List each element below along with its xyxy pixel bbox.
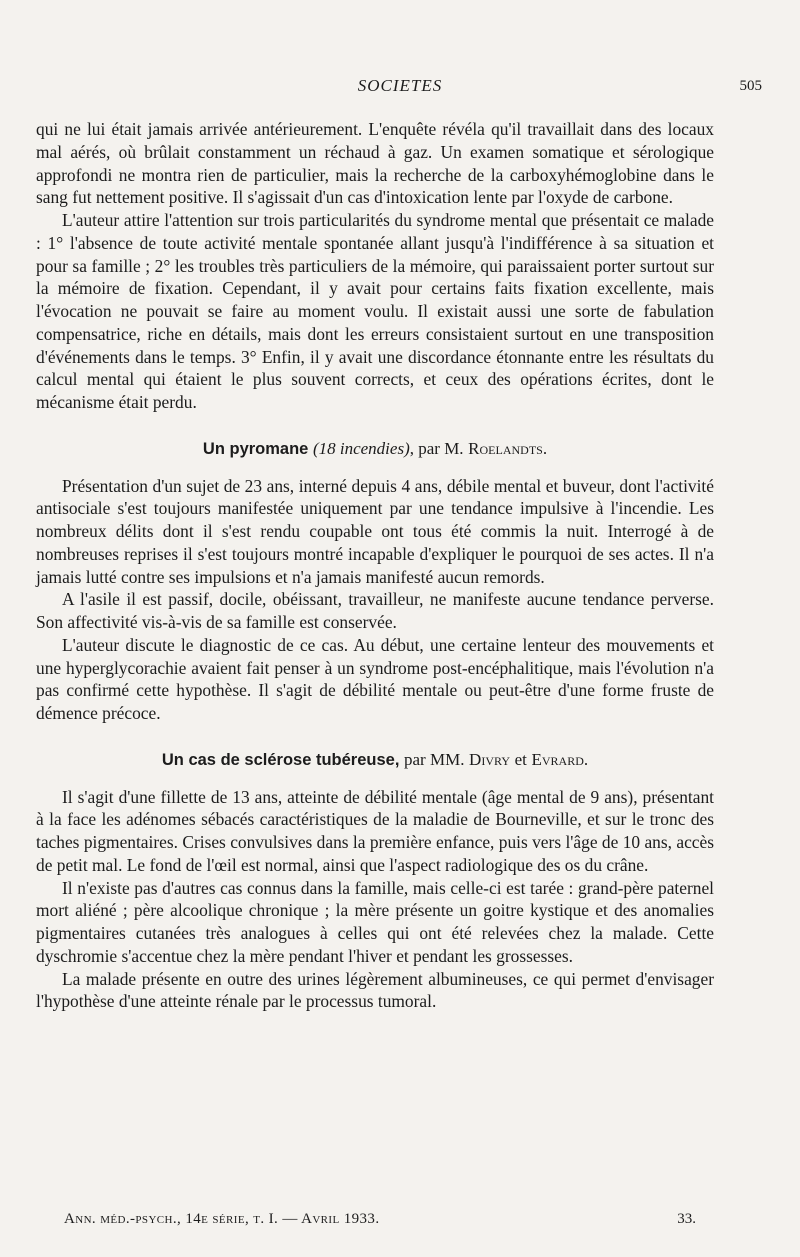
page-footer — [64, 1211, 696, 1233]
section-title-italic: (18 incendies) — [312, 438, 410, 458]
body-text — [36, 118, 714, 1013]
section-title: Un pyromane — [202, 439, 309, 458]
intro-paragraph: qui ne lui était jamais arrivée antérieurement. L'enquête révéla qu'il travaillait dans des locaux mal aérés, où brûlait constamment un réchaud à gaz. Un examen somatique et sérologique approfondi ne montra rien de particulier, mais la recherche de la carboxyhémoglobine dans le sang fut nettement positive. Il s'agissait d'un cas d'intoxication lente par l'oxyde de carbone. — [36, 119, 714, 208]
section-title-and: et — [514, 749, 527, 769]
section-paragraph: A l'asile il est passif, docile, obéissant, travailleur, ne manifeste aucune tendance perverse. Son affectivité vis-à-vis de sa famille est conservée. — [36, 589, 714, 632]
running-title: SOCIETES — [357, 76, 443, 95]
footer-journal-citation: Ann. méd.-psych., 14e série, t. I. — Avril 1933. — [64, 1211, 380, 1227]
section-paragraph: La malade présente en outre des urines légèrement albumineuses, ce qui permet d'envisager l'hypothèse d'une atteinte rénale par le processus tumoral. — [36, 968, 714, 1012]
section-title-by: , par M. — [409, 438, 464, 458]
section-paragraph: Il n'existe pas d'autres cas connus dans la famille, mais celle-ci est tarée : grand-père paternel mort aliéné ; père alcoolique chronique ; la mère présente un goitre kystique et des anomalies pigmentaires cutanées très analogues à celles qui ont été relevées chez la malade. Cette dyschromie s'accentue chez la mère pendant l'hiver et pendant les grossesses. — [36, 877, 714, 966]
section-paragraph: Il s'agit d'une fillette de 13 ans, atteinte de débilité mentale (âge mental de 9 ans), présentant à la face les adénomes sébacés caractéristiques de la maladie de Bourneville, et sur le tronc des taches pigmentaires. Crises convulsives dans la première enfance, puis vers l'âge de 10 ans, accès de petit mal. Le fond de l'œil est normal, ainsi que l'aspect radiologique des os du crâne. — [36, 786, 714, 875]
section-title-by: par MM. — [404, 749, 465, 769]
section-author: Evrard. — [531, 749, 589, 769]
footer-sheet-number: 33. — [677, 1211, 696, 1227]
running-head — [0, 76, 800, 100]
section-paragraph: Présentation d'un sujet de 23 ans, interné depuis 4 ans, débile mental et buveur, dont l'activité antisociale s'est toujours manifestée uniquement par une tendance impulsive à l'incendie. Les nombreux délits dont il s'est rendu coupable ont tous été commis la nuit. Interrogé à de nombreuses reprises il s'est toujours montré incapable d'expliquer le pourquoi de ses actes. Il n'a jamais lutté contre ses impulsions et n'a jamais manifesté aucun remords. — [36, 475, 714, 587]
section-heading-sclerose — [36, 749, 714, 772]
page-number: 505 — [739, 78, 762, 94]
section-title: Un cas de sclérose tubéreuse, — [161, 750, 400, 769]
section-paragraph: L'auteur discute le diagnostic de ce cas. Au début, une certaine lenteur des mouvements et une hyperglycorachie avaient fait penser à un syndrome post-encéphalitique, mais l'évolution n'a pas confirmé cette hypothèse. Il s'agit de débilité mentale ou peut-être d'une forme fruste de démence précoce. — [36, 634, 714, 723]
section-heading-pyromane — [36, 438, 714, 461]
section-author: Roelandts. — [468, 438, 548, 458]
section-author: Divry — [469, 749, 510, 769]
intro-paragraph: L'auteur attire l'attention sur trois particularités du syndrome mental que présentait ce malade : 1° l'absence de toute activité mentale spontanée allant jusqu'à l'indifférence à sa situation et pour sa famille ; 2° les troubles très particuliers de la mémoire, qui paraissaient porter surtout sur la mémoire de fixation. Cependant, il y avait pour certains faits fixation excellente, mais l'évocation ne pouvait se faire au moment voulu. Il existait aussi une sorte de fabulation compensatrice, riche en détails, mais dont les erreurs consistaient surtout en une transposition d'événements dans le temps. 3° Enfin, il y avait une discordance étonnante entre les résultats du calcul mental qui étaient le plus souvent corrects, et ceux des opérations écrites, dont le mécanisme était perdu. — [36, 210, 714, 412]
